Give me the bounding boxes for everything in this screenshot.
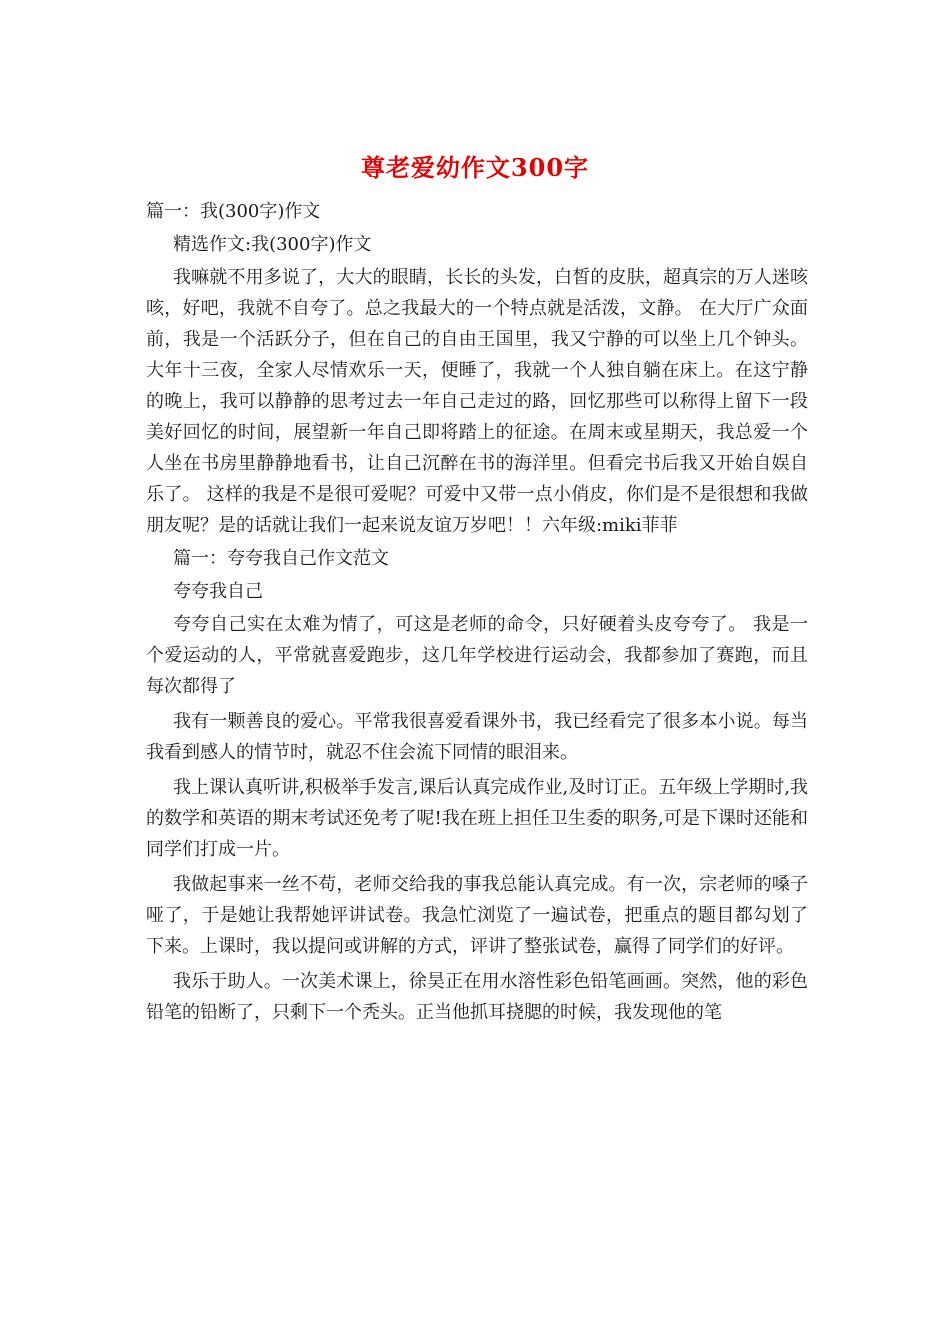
essay-subtitle: 夸夸我自己 <box>173 581 263 602</box>
body-paragraph: 我有一颗善良的爱心。平常我很喜爱看课外书，我已经看完了很多本小说。每当我看到感人的情节时，就忍不住会流下同情的眼泪来。 <box>146 711 808 763</box>
document-title: 尊老爱幼作文300字 <box>360 153 590 182</box>
body-paragraph: 我嘛就不用多说了，大大的眼睛，长长的头发，白皙的皮肤，超真宗的万人迷咳咳，好吧，我就不自夸了。总之我最大的一个特点就是活泼，文静。 在大厅广众面前，我是一个活跃分子，但在自己的自由王国里，我又宁静的可以坐上几个钟头。大年十三夜，全家人尽情欢乐一天，便睡了，我就一个人独自躺在床上。在这宁静的晚上，我可以静静的思考过去一年自己走过的路，回忆那些可以称得上留下一段美好回忆的时间，展望新一年自己即将踏上的征途。在周末或星期天，我总爱一个人坐在书房里静静地看书，让自己沉醉在书的海洋里。但看完书后我又开始自娱自乐了。 这样的我是不是很可爱呢？可爱中又带一点小俏皮，你们是不是很想和我做朋友呢？是的话就让我们一起来说友谊万岁吧！！六年级:miki菲菲 <box>146 267 808 536</box>
body-paragraph: 夸夸自己实在太难为情了，可这是老师的命令，只好硬着头皮夸夸了。 我是一个爱运动的人，平常就喜爱跑步，这几年学校进行运动会，我都参加了赛跑，而且每次都得了 <box>146 614 808 697</box>
section-heading: 篇一：我(300字)作文 <box>146 201 321 222</box>
body-paragraph: 我上课认真听讲,积极举手发言,课后认真完成作业,及时订正。五年级上学期时,我的数学和英语的期末考试还免考了呢!我在班上担任卫生委的职务,可是下课时还能和同学们打成一片。 <box>146 777 808 860</box>
body-paragraph: 我做起事来一丝不苟，老师交给我的事我总能认真完成。有一次，宗老师的嗓子哑了，于是她让我帮她评讲试卷。我急忙浏览了一遍试卷，把重点的题目都勾划了下来。上课时，我以提问或讲解的方式，评讲了整张试卷，赢得了同学们的好评。 <box>146 874 808 957</box>
essay-subtitle: 精选作文:我(300字)作文 <box>173 234 372 255</box>
document-body <box>146 196 808 1028</box>
body-paragraph: 我乐于助人。一次美术课上，徐昊正在用水溶性彩色铅笔画画。突然，他的彩色铅笔的铅断了，只剩下一个秃头。正当他抓耳挠腮的时候，我发现他的笔 <box>146 971 808 1023</box>
section-heading: 篇一：夸夸我自己作文范文 <box>173 548 389 569</box>
